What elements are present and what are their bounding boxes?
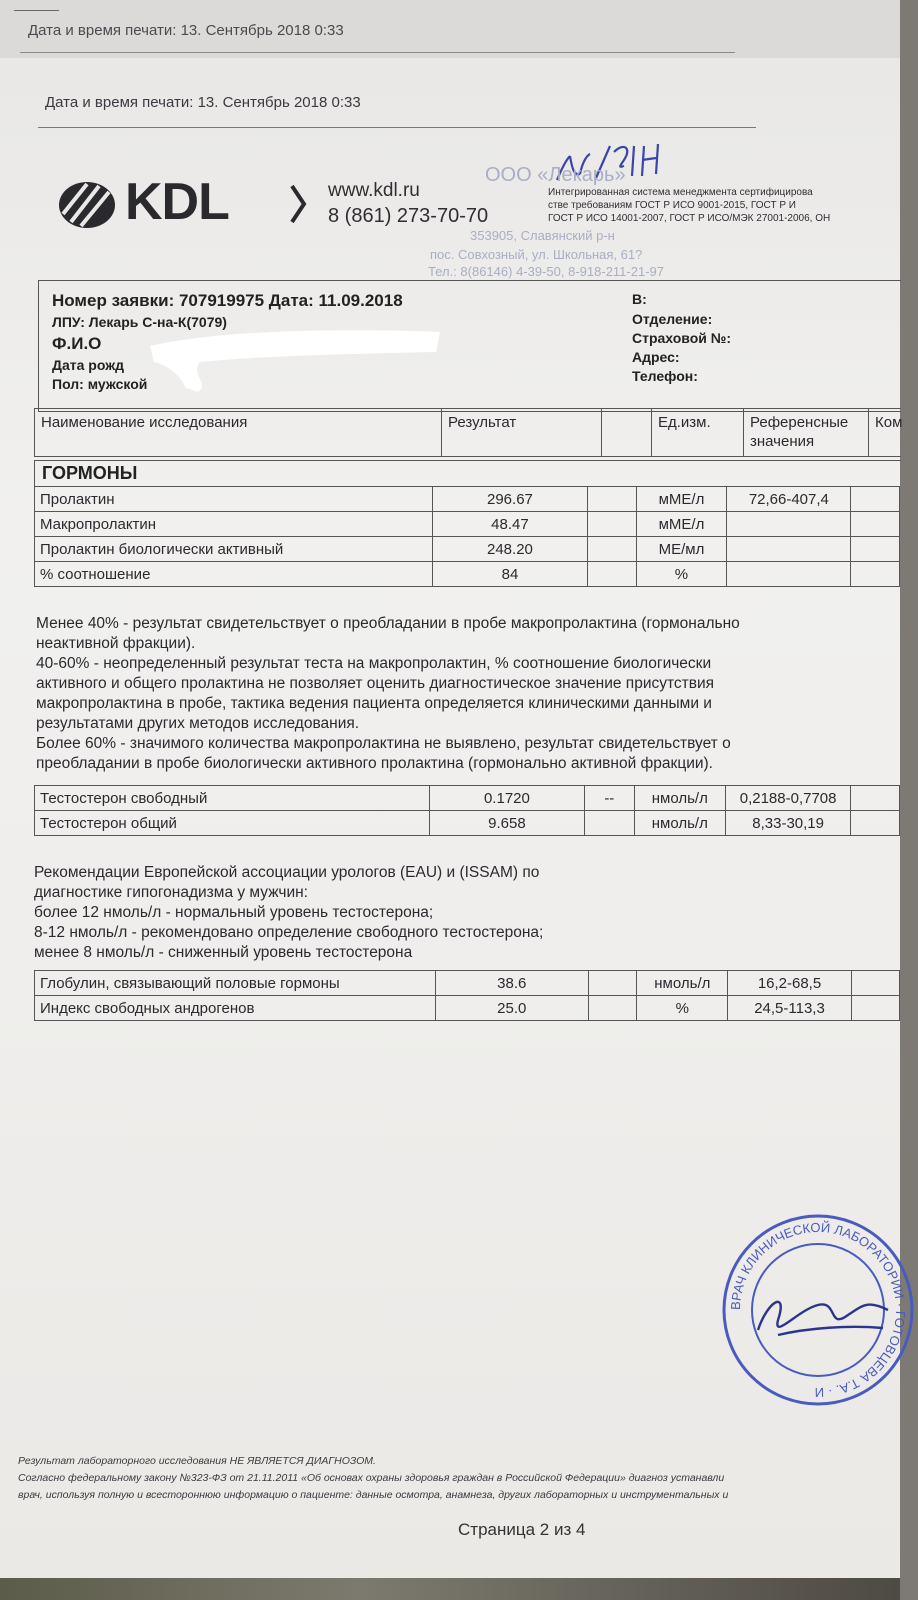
note-line: неактивной фракции). [36, 635, 196, 652]
test-reference [727, 512, 851, 537]
note-line: более 12 нмоль/л - нормальный уровень тестостерона; [34, 904, 434, 921]
test-reference: 24,5-113,3 [728, 996, 851, 1021]
test-comment [851, 811, 900, 836]
sex-value: Пол: мужской [52, 376, 148, 392]
test-result: 25.0 [435, 996, 588, 1021]
test-flag [587, 562, 636, 587]
results-table-shbg [34, 970, 900, 1021]
table-row [35, 996, 900, 1021]
disclaimer-line: Результат лабораторного исследования НЕ ЯВЛЯЕТСЯ ДИАГНОЗОМ. [18, 1455, 376, 1467]
test-unit: нмоль/л [634, 811, 726, 836]
col-flag [601, 409, 651, 456]
note-line: диагностике гипогонадизма у мужчин: [34, 884, 308, 901]
test-flag [587, 512, 636, 537]
note-line: Более 60% - значимого количества макропролактина не выявлено, результат свидетельствует о [36, 735, 731, 752]
test-reference: 0,2188-0,7708 [726, 786, 851, 811]
v-label: В: [632, 291, 647, 307]
test-reference [727, 537, 851, 562]
table-row [35, 786, 900, 811]
test-unit: МЕ/мл [636, 537, 727, 562]
table-row [35, 971, 900, 996]
test-comment [851, 512, 900, 537]
department-label: Отделение: [632, 311, 713, 327]
test-name: Макропролактин [35, 512, 433, 537]
prolactin-interpretation-note [36, 614, 896, 774]
table-row [35, 811, 900, 836]
note-line: Рекомендации Европейской ассоциации урологов (EAU) и (ISSAM) по [34, 864, 540, 881]
test-flag [587, 487, 636, 512]
test-comment [851, 971, 899, 996]
test-comment [851, 537, 900, 562]
stamp-ring-text: ВРАЧ КЛИНИЧЕСКОЙ ЛАБОРАТОРИИ · ГОТОВЦЕВА Т.А. · И [727, 1219, 909, 1401]
results-table-hormones [34, 486, 900, 587]
test-result: 9.658 [429, 811, 584, 836]
col-result: Результат [441, 409, 601, 456]
section-header-box [34, 460, 901, 487]
brand-logo-text: KDL [125, 173, 229, 231]
test-flag [588, 971, 636, 996]
test-result: 0.1720 [429, 786, 584, 811]
test-unit: нмоль/л [634, 786, 726, 811]
svg-text:ВРАЧ КЛИНИЧЕСКОЙ ЛАБОРАТОРИИ · [728, 1220, 908, 1400]
test-name: Глобулин, связывающий половые гормоны [35, 971, 436, 996]
lab-phone: 8 (861) 273-70-70 [328, 205, 489, 227]
test-unit: мМЕ/л [636, 487, 727, 512]
test-flag [588, 996, 636, 1021]
note-line: активного и общего пролактина не позволяет оценить диагностическое значение присутствия [36, 675, 715, 692]
test-reference: 72,66-407,4 [727, 487, 851, 512]
test-reference: 8,33-30,19 [726, 811, 851, 836]
test-flag: -- [585, 786, 634, 811]
test-name: Пролактин [35, 487, 433, 512]
divider [20, 52, 735, 53]
iso-certification-text [548, 186, 830, 225]
testosterone-recommendation-note [34, 863, 894, 963]
test-name: % соотношение [35, 562, 433, 587]
disclaimer-line: врач, используя полную и всестороннюю информацию о пациенте: данные осмотра, анамнеза, других лабораторных и инструментальных и [18, 1489, 729, 1501]
test-unit: % [637, 996, 728, 1021]
redaction-scribble [140, 318, 450, 398]
fio-label: Ф.И.О [52, 334, 102, 353]
chevron-right-icon [288, 182, 308, 226]
test-comment [851, 562, 900, 587]
col-name: Наименование исследования [41, 414, 248, 431]
test-comment [851, 487, 900, 512]
test-flag [587, 537, 636, 562]
results-column-header [34, 408, 901, 457]
test-result: 248.20 [433, 537, 588, 562]
test-unit: нмоль/л [637, 971, 728, 996]
order-number: Номер заявки: 707919975 Дата: 11.09.2018 [52, 291, 403, 310]
test-result: 84 [433, 562, 588, 587]
divider [38, 127, 756, 128]
test-name: Тестостерон общий [35, 811, 430, 836]
iso-line: Интегрированная система менеджмента сертифицирова [548, 187, 813, 198]
dob-label: Дата рожд [52, 357, 125, 373]
test-result: 296.67 [433, 487, 588, 512]
test-name: Индекс свободных андрогенов [35, 996, 436, 1021]
results-table-testosterone [34, 785, 900, 836]
test-comment [851, 996, 899, 1021]
print-datetime: Дата и время печати: 13. Сентябрь 2018 0:33 [45, 94, 361, 111]
test-result: 38.6 [435, 971, 588, 996]
table-row [35, 512, 900, 537]
website-link[interactable]: www.kdl.ru [328, 180, 420, 201]
test-unit: мМЕ/л [636, 512, 727, 537]
note-line: результатами других методов исследования. [36, 715, 360, 732]
iso-line: стве требованиям ГОСТ Р ИСО 9001-2015, ГОСТ Р И [548, 200, 796, 211]
col-unit: Ед.изм. [651, 409, 743, 456]
section-title: ГОРМОНЫ [42, 463, 138, 483]
test-reference [727, 562, 851, 587]
faint-stamp-line: 353905, Славянский р-н [470, 228, 615, 243]
note-line: 40-60% - неопределенный результат теста на макропролактин, % соотношение биологически [36, 655, 712, 672]
table-row [35, 537, 900, 562]
test-reference: 16,2-68,5 [728, 971, 851, 996]
col-comment: Ком [868, 409, 901, 456]
faint-stamp-line: пос. Совхозный, ул. Школьная, 61? [430, 247, 643, 262]
background-surface [0, 1578, 900, 1600]
lab-round-stamp-icon [718, 1210, 918, 1410]
phone-label: Телефон: [632, 368, 698, 384]
page-number: Страница 2 из 4 [458, 1520, 586, 1539]
faint-stamp-line: Тел.: 8(86146) 4-39-50, 8-918-211-21-97 [428, 264, 664, 279]
note-line: преобладании в пробе биологически активного пролактина (гормонально активной фракции). [36, 755, 713, 772]
note-line: Менее 40% - результат свидетельствует о преобладании в пробе макропролактина (гормонально [36, 615, 740, 632]
test-flag [585, 811, 634, 836]
col-reference: Референсные значения [743, 409, 868, 456]
lpu-label: ЛПУ: Лекарь С-на-К(7079) [52, 314, 227, 330]
disclaimer-line: Согласно федеральному закону №323-ФЗ от 21.11.2011 «Об основах охраны здоровья граждан в Российской Федерации» диагноз устанавли [18, 1472, 725, 1484]
iso-line: ГОСТ Р ИСО 14001-2007, ГОСТ Р ИСО/МЭК 27001-2006, ОН [548, 213, 831, 224]
test-result: 48.47 [433, 512, 588, 537]
insurance-label: Страховой №: [632, 330, 732, 346]
test-name: Пролактин биологически активный [35, 537, 433, 562]
note-line: менее 8 нмоль/л - сниженный уровень тестостерона [34, 944, 413, 961]
kdl-logo-icon [57, 180, 121, 230]
table-row [35, 487, 900, 512]
table-row [35, 562, 900, 587]
divider [14, 10, 59, 11]
test-unit: % [636, 562, 727, 587]
test-comment [851, 786, 900, 811]
test-name: Тестостерон свободный [35, 786, 430, 811]
note-line: макропролактина в пробе, тактика ведения пациента определяется клиническими данными и [36, 695, 712, 712]
lab-org-stamp: ООО «Лекарь» [485, 164, 626, 186]
print-datetime-back: Дата и время печати: 13. Сентябрь 2018 0:33 [28, 22, 344, 39]
note-line: 8-12 нмоль/л - рекомендовано определение свободного тестостерона; [34, 924, 544, 941]
address-label: Адрес: [632, 349, 680, 365]
